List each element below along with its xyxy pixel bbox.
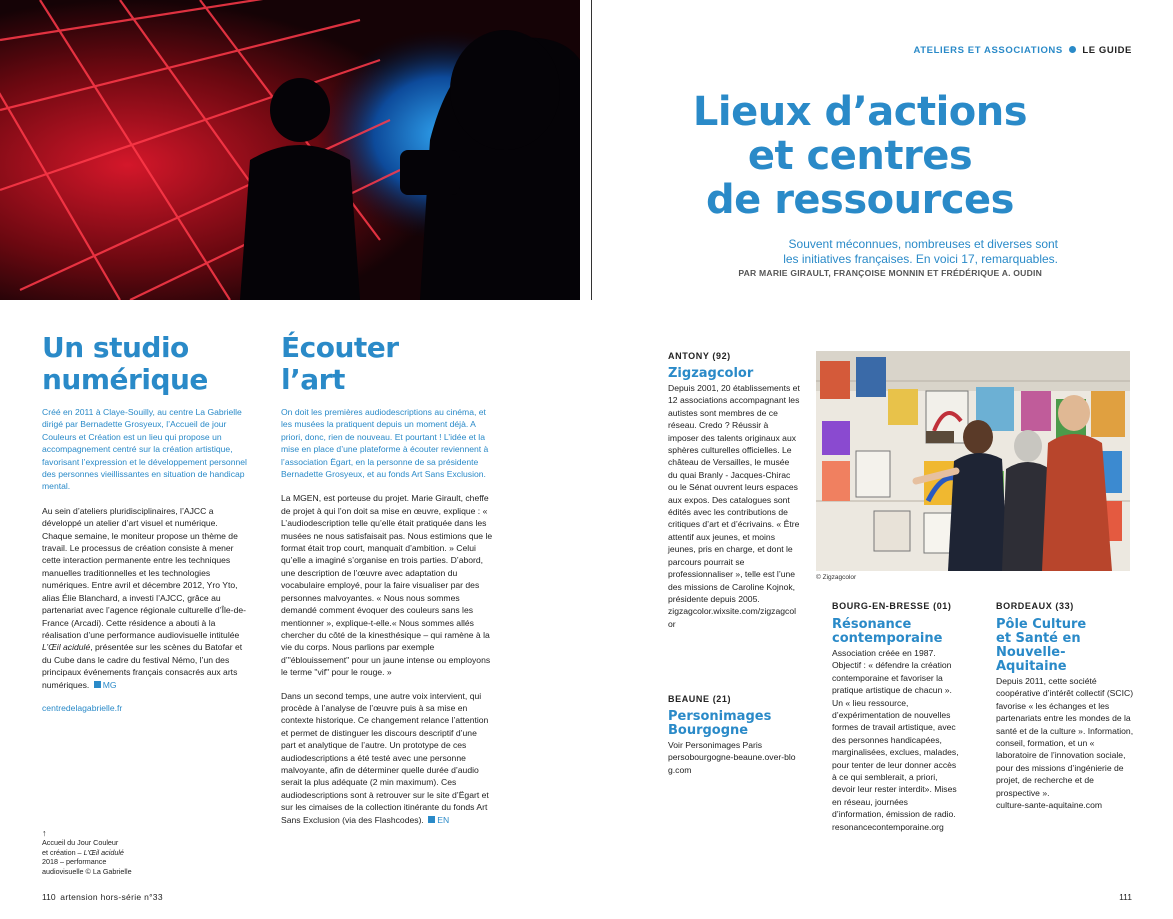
- entry-antony-title: Zigzagcolor: [668, 366, 754, 381]
- caption-arrow-icon: ↑: [42, 828, 47, 838]
- section-header: [880, 45, 1132, 56]
- article-ecouter-title-line-2: l’art: [281, 363, 345, 396]
- footer-left: [42, 892, 163, 902]
- article-ecouter-intro: On doit les premières audiodescriptions au cinéma, et les musées la pratiquent depuis un moment déjà. A priori, donc, rien de nouveau. Et pourtant ! L’idée et la mise en place d’une plateforme à écouter reviennent à l’association Ëgart, en la personne de sa présidente Bernadette Grosyeux, et au fonds Art Sans Exclusion.: [281, 407, 489, 480]
- main-title-line-2: et centres: [747, 133, 973, 179]
- article-studio-link[interactable]: centredelagabrielle.fr: [42, 702, 123, 713]
- entry-antony-text: Depuis 2001, 20 établissements et 12 associations accompagnant les autistes sont membres de ce réseau. Credo ? Réussir à imposer des talents originaux aux sphères culturelles officielles. Le château de Versailles, le musée du quai Branly - Jacques-Chirac ou le Sénat ouvrent leurs espaces aux expos. Des catalogues sont édités avec les contributions de critiques d’art et d’écrivains. « Être attentif aux jeunes, et moins jeunes, pris en charge, et dont le parcours pourrait se professionnaliser », telle est l’une des missions de Caroline Kojnok, présidente depuis 2005.: [668, 383, 800, 604]
- main-title-line-1: Lieux d’actions: [692, 89, 1028, 135]
- signature-square-icon: [428, 816, 435, 823]
- article-ecouter-para-2-text: Dans un second temps, une autre voix intervient, qui procède à l’analyse de l’œuvre puis à sa mise en contexte historique. Ce changement relance l’attention et permet de distinguer les discours descriptif d’une part et analytique de l’autre. Un prototype de ces audiodescriptions a été testé avec une personne malvoyante, afin de déterminer quelle durée d’audio serait la plus adéquate (2 min maximum). Ces audiodescriptions sont à retrouver sur le site d’Ëgart et sur les cimaises de la collection itinérante du fonds Art Sans Exclusion (via des Flashcodes).: [281, 690, 489, 825]
- entry-bordeaux: [996, 601, 1136, 811]
- entry-antony: [668, 351, 800, 630]
- entry-bourg-title-line-2: contemporaine: [832, 631, 943, 646]
- article-studio-body: [42, 505, 250, 691]
- article-ecouter-title-line-1: Écouter: [281, 331, 399, 364]
- entry-bordeaux-title: [996, 618, 1136, 674]
- article-ecouter-para-2: [281, 690, 493, 826]
- article-ecouter-para-1: La MGEN, est porteuse du projet. Marie Girault, cheffe de projet à qui l’on doit sa mise en œuvre, explique : « L’audiodescription telle qu’elle était pratiquée dans les musées ne nous satisfaisait pas. Nous estimions que le format était trop court, manquait d’ambition. » Celui qu’elle a imaginé s’organise en trois parties. D’abord, une description de l’œuvre avec adaptation du vocabulaire employé, pour la faire visualiser par des personnes malvoyantes. « Nous nous sommes demandé comment évoquer des couleurs sans les mentionner », explique-t-elle.« Nous sommes allés chercher du côté de la kinesthésique – qui ramène à la vie du corps. Nous parlions par exemple d’"éblouissement" pour un jaune intense ou employons le terme "vif" pour le rouge. »: [281, 493, 493, 678]
- entry-bordeaux-title-line-2: et Santé en: [996, 631, 1081, 646]
- entry-beaune-text: Voir Personimages Paris: [668, 740, 763, 750]
- article-ecouter: [281, 332, 493, 826]
- entry-beaune: [668, 694, 800, 776]
- entry-bourg-city: BOURG-EN-BRESSE (01): [832, 601, 952, 611]
- article-studio-body-text: Au sein d’ateliers pluridisciplinaires, l’AJCC a développé un atelier d’art visuel et numérique. Chaque semaine, le moniteur propose un thème de travail. Le processus de création consiste à mener cette interaction permanente entre les techniques manuelles traditionnelles et les technologies numériques. Entre avril et décembre 2012, Yro Yto, alias Élie Blanchard, a investi l’AJCC, grâce au partenariat avec l’agence régionale culturelle d’Île-de-France (Arcadi). Cette résidence a abouti à la réalisation d’une performance audiovisuelle intitulée: [42, 505, 246, 640]
- article-studio-signature: MG: [102, 679, 117, 690]
- entry-beaune-title-line-1: Personimages: [668, 709, 772, 724]
- page-divider: [591, 0, 592, 300]
- entry-bordeaux-title-line-4: Aquitaine: [996, 659, 1067, 674]
- byline: PAR MARIE GIRAULT, FRANÇOISE MONNIN ET FRÉDÉRIQUE A. OUDIN: [738, 268, 1042, 278]
- article-ecouter-signature: EN: [437, 814, 450, 825]
- entry-bordeaux-title-line-1: Pôle Culture: [996, 617, 1087, 632]
- caption-line-1: Accueil du Jour Couleur: [42, 838, 119, 847]
- photo-caption-left: [42, 829, 152, 876]
- caption-line-3: 2018 – performance: [42, 857, 107, 867]
- caption-line-2: et création – L’Œil acidulé: [42, 847, 124, 857]
- article-studio-title: [42, 332, 250, 396]
- gallery-photo: [816, 351, 1130, 571]
- article-ecouter-title: [281, 332, 493, 396]
- entry-beaune-title-line-2: Bourgogne: [668, 723, 749, 738]
- guide-label: LE GUIDE: [1082, 45, 1132, 56]
- entry-bourg-text: Association créée en 1987. Objectif : « défendre la création contemporaine et favoriser la pratique artistique de chacun ». Un « lieu ressource, d’expérimentation de nouvelles formes de travail artistique, avec des personnes handicapées, marginalisées, exclues, malades, pour tenter de leur donner accès à ce qui semblerait, a priori, devoir leur rester interdit». Mises en réseau, journées d’information, émission de radio.: [832, 648, 959, 820]
- gallery-photo-credit: © Zigzagcolor: [816, 574, 857, 581]
- article-studio-title-line-1: Un studio: [42, 331, 189, 364]
- entry-antony-city: ANTONY (92): [668, 351, 731, 361]
- article-studio-body-text-end: , présentée sur les scènes du Batofar et du Cube dans le cadre du festival Némo, l’un des principaux événements français consacrés aux arts numériques.: [42, 642, 243, 690]
- entry-bordeaux-link[interactable]: culture-sante-aquitaine.com: [996, 800, 1103, 811]
- entry-bourg-title: [832, 618, 982, 646]
- entry-bourg: [832, 601, 982, 833]
- caption-line-4: audiovisuelle © La Gabrielle: [42, 866, 132, 876]
- subtitle-line-2: les initiatives françaises. En voici 17, remarquables.: [783, 252, 1058, 266]
- entry-bordeaux-city: BORDEAUX (33): [996, 601, 1074, 611]
- hero-photo: [0, 0, 580, 300]
- entry-bordeaux-text: Depuis 2011, cette société coopérative d’intérêt collectif (SCIC) favorise « les échanges et les partenariats entre les mondes de la santé et de la culture ». Information, conseil, formation, et un « laboratoire de l’innovation sociale, pour des missions d’ingénierie de projet, de recherche et de prospective ».: [996, 676, 1134, 798]
- hero-photo-illustration: [0, 0, 580, 300]
- entry-bourg-title-line-1: Résonance: [832, 617, 912, 632]
- footer-publication: artension hors-série n°33: [60, 892, 163, 902]
- article-studio-title-line-2: numérique: [42, 363, 208, 396]
- entry-beaune-city: BEAUNE (21): [668, 694, 732, 704]
- entry-bordeaux-title-line-3: Nouvelle-: [996, 645, 1066, 660]
- subtitle-line-1: Souvent méconnues, nombreuses et diverses sont: [788, 237, 1058, 251]
- footer-right-page-number: 111: [1119, 892, 1132, 902]
- entry-bourg-link[interactable]: resonancecontemporaine.org: [832, 821, 944, 832]
- section-dot: [1069, 46, 1076, 53]
- main-title-line-3: de ressources: [706, 177, 1014, 223]
- article-studio-intro: Créé en 2011 à Claye-Souilly, au centre La Gabrielle dirigé par Bernadette Grosyeux, l’Accueil de jour Couleurs et Création est un lieu qui propose un accompagnement centré sur la création artistique, favorisant l’expression et le développement personnel des personnes vieillissantes en situation de handicap mental.: [42, 407, 247, 492]
- main-subtitle: [680, 237, 1058, 267]
- gallery-photo-illustration: [816, 351, 1130, 571]
- section-label: ATELIERS ET ASSOCIATIONS: [913, 45, 1063, 56]
- footer-left-page-number: 110: [42, 892, 56, 902]
- entry-antony-link[interactable]: zigzagcolor.wixsite.com/zigzagcolor: [668, 606, 797, 629]
- entry-beaune-link[interactable]: persobourgogne-beaune.over-blog.com: [668, 752, 796, 775]
- main-title: [620, 90, 1100, 222]
- work-title: L’Œil acidulé: [42, 642, 91, 653]
- entry-beaune-title: [668, 710, 800, 738]
- article-studio: [42, 332, 250, 714]
- signature-square-icon: [94, 681, 101, 688]
